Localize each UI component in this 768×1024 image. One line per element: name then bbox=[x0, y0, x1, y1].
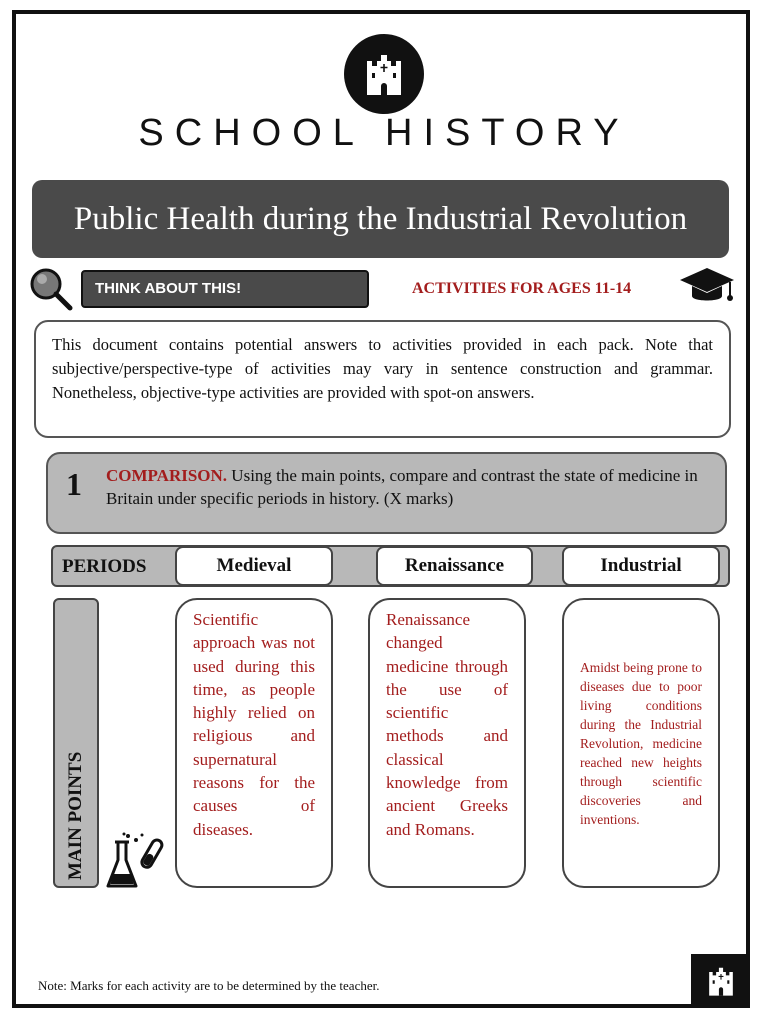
flask-icon bbox=[106, 832, 170, 892]
graduation-cap-icon bbox=[678, 264, 736, 308]
castle-icon bbox=[705, 965, 737, 997]
periods-label: PERIODS bbox=[62, 556, 147, 577]
period-tab-renaissance: Renaissance bbox=[376, 546, 533, 586]
magnifying-glass-icon bbox=[28, 266, 74, 312]
activity-instruction bbox=[106, 464, 706, 510]
page-title bbox=[32, 180, 729, 258]
ages-label: ACTIVITIES FOR AGES 11-14 bbox=[412, 280, 632, 297]
activity-number: 1 bbox=[66, 466, 82, 502]
period-tab-medieval: Medieval bbox=[175, 546, 333, 586]
corner-logo bbox=[691, 954, 750, 1008]
main-points-label: MAIN POINTS bbox=[65, 751, 86, 880]
castle-logo bbox=[344, 34, 424, 114]
answer-card-industrial bbox=[562, 598, 720, 888]
answer-card-industrial-text: Amidst being prone to diseases due to poor living conditions during the Industrial Revolution, medicine reached new heights through scientific discoveries and inventions. bbox=[580, 659, 702, 827]
castle-icon bbox=[361, 51, 407, 97]
brand-name: SCHOOL HISTORY bbox=[138, 112, 630, 154]
activity-question-box bbox=[46, 452, 727, 534]
page-title-text: Public Health during the Industrial Revolution bbox=[73, 201, 688, 237]
answer-card-medieval: Scientific approach was not used during this time, as people highly relied on religious and supernatural reasons for the causes of diseases. bbox=[175, 598, 333, 888]
period-tab-industrial: Industrial bbox=[562, 546, 720, 586]
intro-text: This document contains potential answers to activities provided in each pack. Note that subjective/perspective-type of activities may vary in sentence construction and grammar. Nonetheless, objective-type activities are provided with spot-on answers. bbox=[34, 320, 731, 438]
activity-instruction-text: Using the main points, compare and contrast the state of medicine in Britain under specific periods in history. (X marks) bbox=[106, 466, 698, 508]
footer-note: Note: Marks for each activity are to be determined by the teacher. bbox=[38, 978, 380, 993]
think-about-this-banner: THINK ABOUT THIS! bbox=[81, 270, 369, 308]
answer-card-renaissance: Renaissance changed medicine through the use of scientific methods and classical knowledge from ancient Greeks and Romans. bbox=[368, 598, 526, 888]
activity-keyword: COMPARISON. bbox=[106, 466, 228, 485]
